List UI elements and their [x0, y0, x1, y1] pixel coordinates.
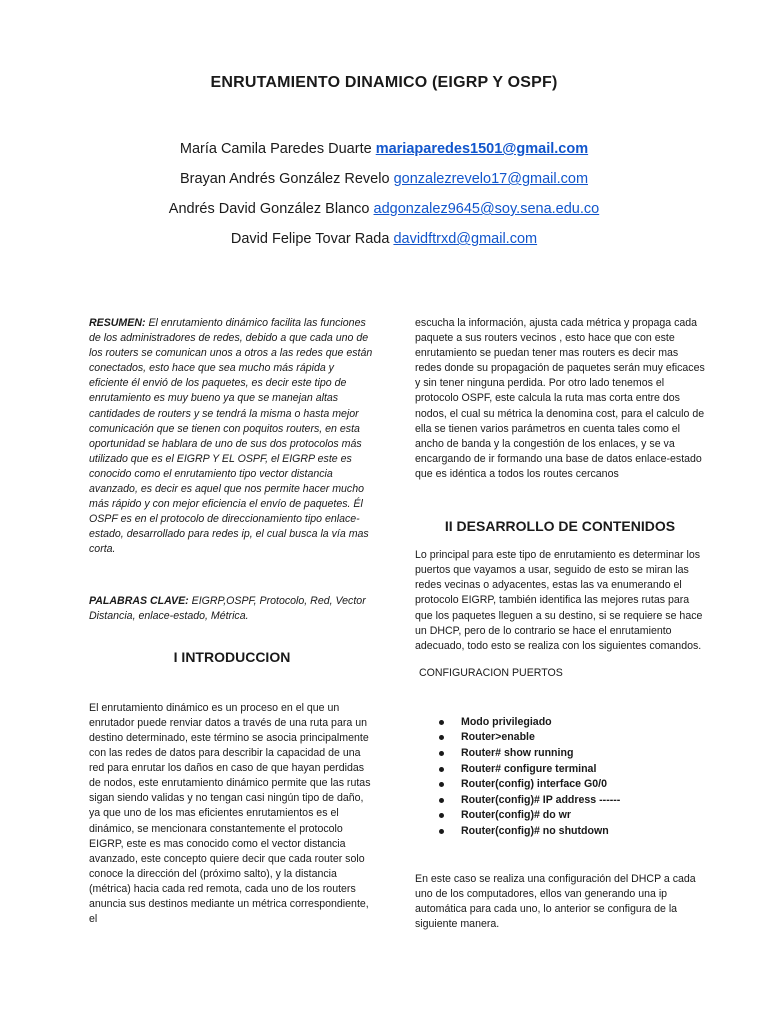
dhcp-text: En este caso se realiza una configuración del DHCP a cada uno de los computadores, ellos van generando una ip automática para cada uno, lo anterior se configura de la siguiente manera. — [415, 872, 696, 930]
author-3 — [0, 198, 768, 228]
left-column — [89, 316, 375, 927]
bullet-icon — [439, 798, 444, 803]
bullet-icon — [439, 829, 444, 834]
continuation-text: escucha la información, ajusta cada métrica y propaga cada paquete a sus routers vecinos , esto hace que con este enrutamiento se puedan tener mas routers es decir mas redes donde su propagación de paquetes serán muy eficaces y sin tener ninguna perdida. Por otro lado tenemos el protocolo OSPF, este calcula la ruta mas corta entre dos nodos, el cual su métrica la denomina cost, para el calculo de ella se tienen varios parámetros en cuenta tales como el ancho de banda y la congestión de los enlaces, y se va encargando de ir formando una base de datos enlace-estado que es idéntica a todos los routes cercanos — [415, 317, 705, 480]
keywords-label: PALABRAS CLAVE: — [89, 594, 189, 607]
author-2 — [0, 168, 768, 198]
bullet-icon — [439, 720, 444, 725]
bullet-icon — [439, 767, 444, 772]
command-item: Router(config) interface G0/0 — [415, 777, 705, 793]
right-column — [415, 316, 705, 932]
abstract-label: RESUMEN: — [89, 317, 146, 329]
command-list — [415, 715, 705, 840]
author-email-link[interactable]: gonzalezrevelo17@gmail.com — [393, 171, 589, 187]
introduccion-text: El enrutamiento dinámico es un proceso en el que un enrutador puede renviar datos a través de una ruta para un destino determinado, este término se asocia principalmente con las redes de datos para describir la capacidad de una red para enrutar los daños en caso de que hayan perdidas de nodos, este enrutamiento dinámico permite que las rutas sigan siendo validas y no tengan casi ningún tipo de daño, ya que uno de los mas eficientes enrutamientos es el dinámico, se mencionara constantemente el protocolo EIGRP, este es mas conocido como el vector distancia avanzado, este concepto quiere decir que cada router solo conoce la dirección del (próximo salto), y la distancia (métrica) hacia cada red remota, cada uno de los routers anuncia sus destinos mediante un métrica correspondiente, el — [89, 701, 371, 926]
desarrollo-text: Lo principal para este tipo de enrutamiento es determinar los puertos que vayamos a usar, seguido de esto se miran las redes vecinas o adyacentes, estas las va enumerando el protocolo EIGRP, también identifica las mejores rutas para que los paquetes lleguen a su destino, si se requiere se hace un DHCP, pero de lo contrario se hace el enrutamiento adecuado, todo esto se realiza con los siguientes comandos. — [415, 549, 703, 652]
bullet-icon — [439, 735, 444, 740]
keywords — [89, 594, 375, 624]
author-name: María Camila Paredes Duarte — [179, 141, 372, 157]
section-heading-introduccion: I INTRODUCCION — [173, 648, 291, 665]
author-email-link[interactable]: mariaparedes1501@gmail.com — [375, 141, 589, 157]
abstract — [89, 316, 375, 558]
author-4 — [0, 228, 768, 258]
author-name: David Felipe Tovar Rada — [230, 231, 390, 247]
command-item: Router>enable — [415, 730, 705, 746]
configuracion-subheading: CONFIGURACION PUERTOS — [419, 666, 563, 679]
section-heading-desarrollo: II DESARROLLO DE CONTENIDOS — [444, 518, 676, 535]
abstract-text: El enrutamiento dinámico facilita las funciones de los administradores de redes, debido a que cada uno de los routers se comunican unos a otros a las redes que están conectados, esto hace que sea mucho más rápida y eficiente él envió de los paquetes, es decir este tipo de enrutamiento es muy bueno ya que se manejan altas cantidades de routers y se tendrá la misma o hasta mejor comunicación que se tienen con poquitos routers, en esta oportunidad se hablara de uno de sus dos protocolos más utilizado que es el EIGRP Y EL OSPF, el EIGRP este es conocido como el enrutamiento tipo vector distancia avanzado, es decir es aquel que nos permite hacer mucho más rápido y con mejor eficiencia el envío de paquetes. Él OSPF es en el protocolo de direccionamiento tipo enlace-estado, desarrollado para redes ip, el cual busca la vía mas corta. — [89, 317, 373, 556]
command-item: Router(config)# IP address ------ — [415, 793, 705, 809]
author-name: Brayan Andrés González Revelo — [179, 171, 390, 187]
command-item: Modo privilegiado — [415, 715, 705, 731]
paper-title: ENRUTAMIENTO DINAMICO (EIGRP Y OSPF) — [210, 74, 558, 91]
command-item: Router# show running — [415, 746, 705, 762]
bullet-icon — [439, 751, 444, 756]
author-email-link[interactable]: davidftrxd@gmail.com — [393, 231, 538, 247]
author-name: Andrés David González Blanco — [168, 201, 370, 217]
author-email-link[interactable]: adgonzalez9645@soy.sena.edu.co — [373, 201, 600, 217]
author-1 — [0, 138, 768, 168]
bullet-icon — [439, 813, 444, 818]
keywords-text: EIGRP,OSPF, Protocolo, Red, Vector Distancia, enlace-estado, Métrica. — [89, 594, 366, 622]
command-item: Router(config)# no shutdown — [415, 824, 705, 840]
author-list — [0, 138, 768, 258]
bullet-icon — [439, 782, 444, 787]
command-item: Router# configure terminal — [415, 762, 705, 778]
command-item: Router(config)# do wr — [415, 808, 705, 824]
